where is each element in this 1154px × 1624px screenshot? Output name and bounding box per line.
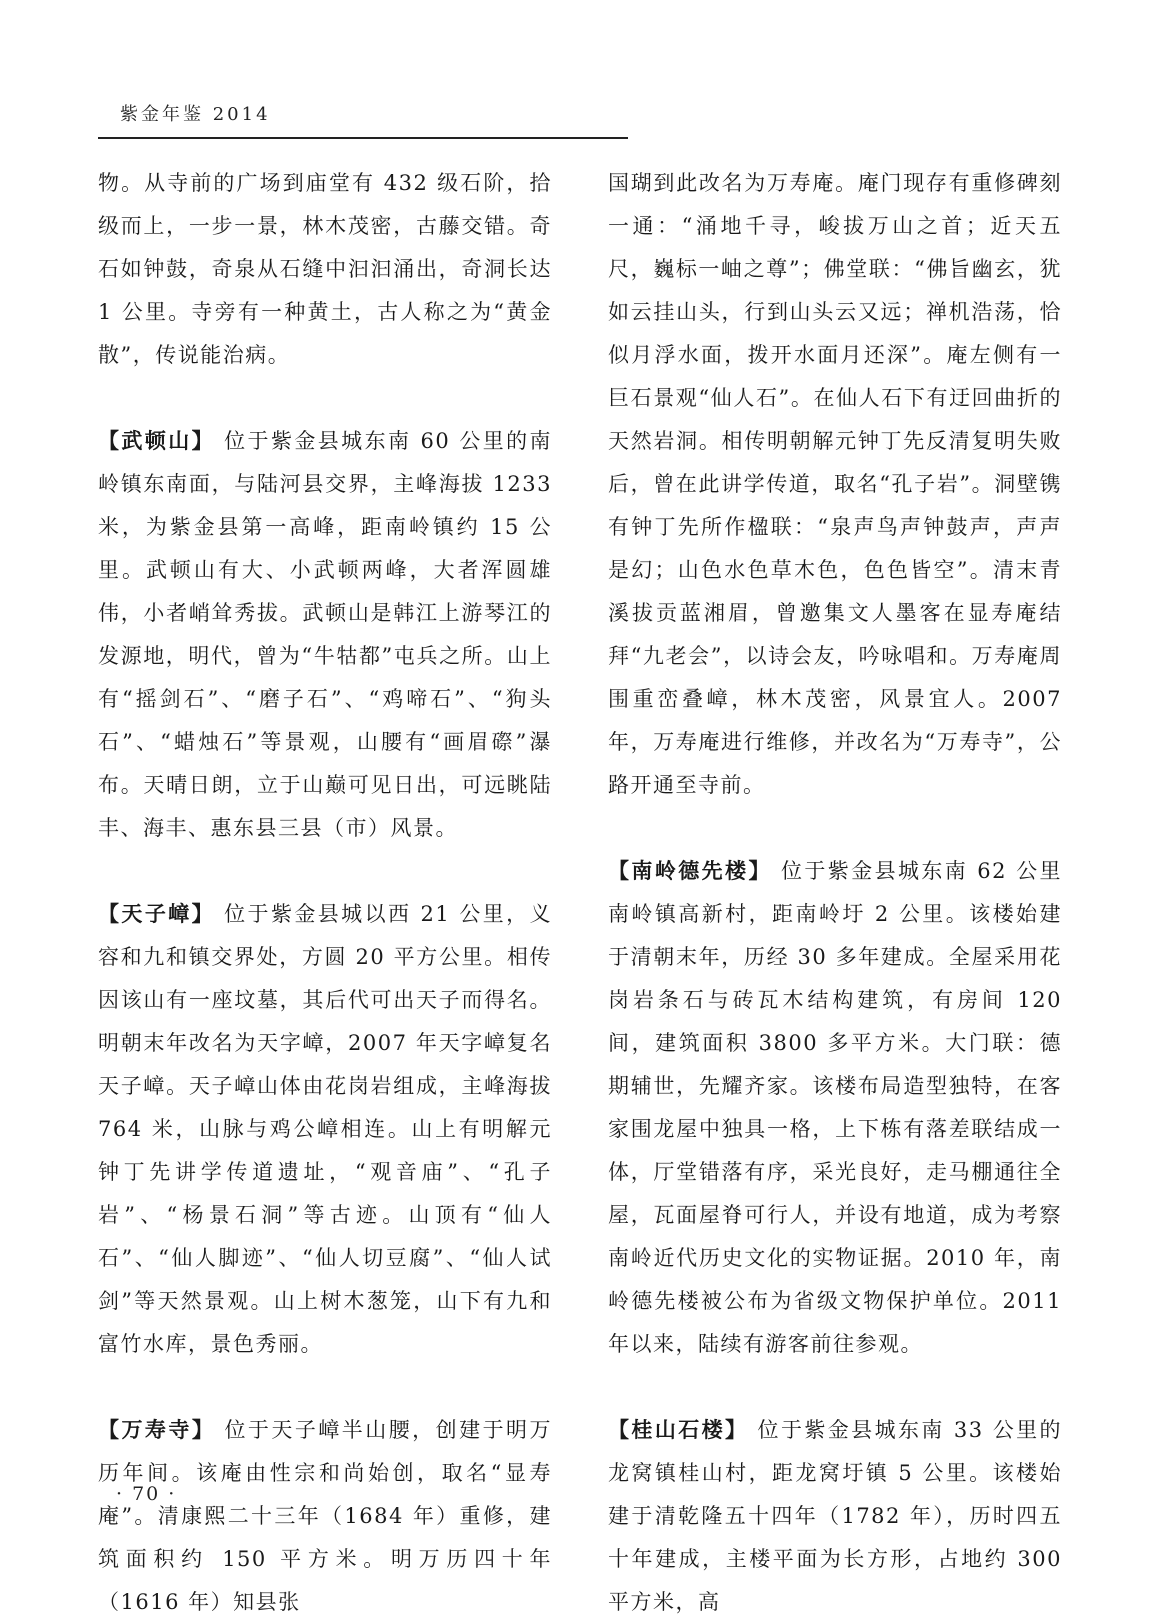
entry-text: 位于紫金县城以西 21 公里，义容和九和镇交界处，方圆 20 平方公里。相传因该山有一座坟墓，其后代可出天子而得名。明朝末年改名为天字嶂，2007 年天字嶂复名天子嶂。天子嶂山体由花岗岩组成，主峰海拔 764 米，山脉与鸡公嶂相连。山上有明解元钟丁先讲学传道遗址，“观音庙”、“孔子岩”、“杨景石洞”等古迹。山顶有“仙人石”、“仙人脚迹”、“仙人切豆腐”、“仙人试剑”等天然景观。山上树木葱笼，山下有九和富竹水库，景色秀丽。 (98, 902, 553, 1356)
entry-guishan-stone-building (608, 1408, 1062, 1624)
left-column (98, 162, 552, 1624)
entry-text: 位于天子嶂半山腰，创建于明万历年间。该庵由性宗和尚始创，取名“显寿庵”。清康熙二十三年（1684 年）重修，建筑面积约 150 平方米。明万历四十年（1616 年）知县张 (98, 1418, 552, 1614)
entry-tianzi-zhang (98, 892, 552, 1366)
paragraph-gap (98, 850, 552, 892)
page-number: · 70 · (116, 1483, 177, 1505)
entry-title: 【天子嶂】 (98, 901, 216, 926)
entry-nanling-dexian-building (608, 849, 1062, 1366)
entry-text: 位于紫金县城东南 62 公里南岭镇高新村，距南岭圩 2 公里。该楼始建于清朝末年，历经 30 多年建成。全屋采用花岗岩条石与砖瓦木结构建筑，有房间 120 间，建筑面积 3800 多平方米。大门联：德期辅世，先耀齐家。该楼布局造型独特，在客家围龙屋中独具一格，上下栋有落差联结成一体，厅堂错落有序，采光良好，走马棚通往全屋，瓦面屋脊可行人，并设有地道，成为考察南岭近代历史文化的实物证据。2010 年，南岭德先楼被公布为省级文物保护单位。2011 年以来，陆续有游客前往参观。 (608, 859, 1063, 1356)
paragraph-gap (608, 807, 1062, 849)
entry-wanshou-temple (98, 1408, 552, 1624)
header-rule (98, 137, 628, 139)
entry-title: 【万寿寺】 (98, 1417, 216, 1442)
continued-paragraph: 物。从寺前的广场到庙堂有 432 级石阶，拾级而上，一步一景，林木茂密，古藤交错。奇石如钟鼓，奇泉从石缝中汩汩涌出，奇洞长达 1 公里。寺旁有一种黄土，古人称之为“黄金散”，传说能治病。 (98, 171, 552, 367)
right-column (608, 162, 1062, 1624)
entry-wudun-mountain (98, 419, 552, 850)
entry-text: 位于紫金县城东南 60 公里的南岭镇东南面，与陆河县交界，主峰海拔 1233 米，为紫金县第一高峰，距南岭镇约 15 公里。武顿山有大、小武顿两峰，大者浑圆雄伟，小者峭耸秀拔。武顿山是韩江上游琴江的发源地，明代，曾为“牛牯都”屯兵之所。山上有“摇剑石”、“磨子石”、“鸡啼石”、“狗头石”、“蜡烛石”等景观，山腰有“画眉磜”瀑布。天晴日朗，立于山巅可见日出，可远眺陆丰、海丰、惠东县三县（市）风景。 (98, 429, 553, 840)
paragraph-gap (98, 377, 552, 419)
entry-title: 【南岭德先楼】 (608, 858, 772, 883)
paragraph-gap (98, 1366, 552, 1408)
paragraph-gap (608, 1366, 1062, 1408)
continued-paragraph: 国瑚到此改名为万寿庵。庵门现存有重修碑刻一通：“涌地千寻，峻拔万山之首；近天五尺，巍标一岫之尊”；佛堂联：“佛旨幽玄，犹如云挂山头，行到山头云又远；禅机浩荡，恰似月浮水面，拨开水面月还深”。庵左侧有一巨石景观“仙人石”。在仙人石下有迂回曲折的天然岩洞。相传明朝解元钟丁先反清复明失败后，曾在此讲学传道，取名“孔子岩”。洞壁镌有钟丁先所作楹联：“泉声鸟声钟鼓声，声声是幻；山色水色草木色，色色皆空”。清末青溪拔贡蓝湘眉，曾邀集文人墨客在显寿庵结拜“九老会”，以诗会友，吟咏唱和。万寿庵周围重峦叠嶂，林木茂密，风景宜人。2007 年，万寿庵进行维修，并改名为“万寿寺”，公路开通至寺前。 (608, 171, 1062, 797)
running-header-title: 紫金年鉴 2014 (120, 104, 271, 125)
entry-text: 位于紫金县城东南 33 公里的龙窝镇桂山村，距龙窝圩镇 5 公里。该楼始建于清乾隆五十四年（1782 年），历时四五十年建成，主楼平面为长方形，占地约 300 平方米，高 (608, 1418, 1063, 1614)
entry-title: 【桂山石楼】 (608, 1417, 749, 1442)
entry-title: 【武顿山】 (98, 428, 216, 453)
